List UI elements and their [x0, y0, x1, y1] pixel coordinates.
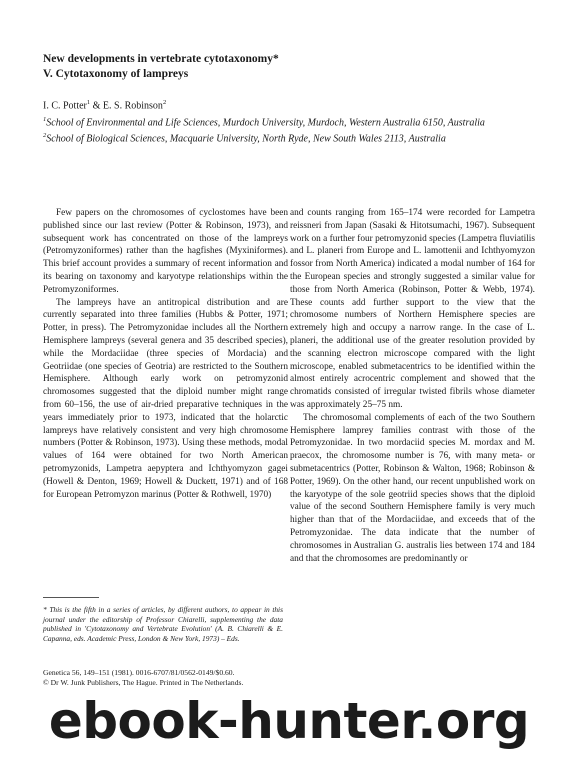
affiliation-2: $^2$School of Biological Sciences, Macquarie University, North Ryde, New South Wales 2113, Australia: [43, 132, 446, 145]
title-line-2: V. Cytotaxonomy of lampreys: [43, 68, 189, 80]
affiliation-1: $^1$School of Environmental and Life Sciences, Murdoch University, Murdoch, Western Australia 6150, Australia: [43, 115, 485, 129]
author-block: [43, 96, 548, 146]
citation-line-1: Genetica 56, 149–151 (1981). 0016-6707/81/0562-0149/$0.60.: [43, 668, 235, 677]
footnote: [43, 605, 283, 643]
paragraph: and counts ranging from 165–174 were recorded for Lampetra reissneri from Japan (Sasaki & Hitotsumachi, 1967). Subsequent work on a further four petromyzonid species (Lampetra fluviatilis and L. planeri from Europe and L. lamottenii and Ichthyomyzon fossor from North America) indicated a modal number of 164 for the European species and strongly suggested a similar value for those from North America (Robinson, Potter & Webb, 1974). These counts add further support to the view that the chromosome numbers of Northern Hemisphere species are extremely high and occupy a narrow range. In the case of L. planeri, the additional use of the greater resolution provided by the scanning electron microscope compared with the light microscope, enabled submetacentrics to be identified within the almost entirely acrocentric complement and showed that the chromatids consisted of irregular twisted fibrils whose diameter was approximately 25–75 nm.: [290, 208, 535, 410]
paragraph: The chromosomal complements of each of the two Southern Hemisphere lamprey families contrast with those of the Petromyzonidae. In two mordaciid species M. mordax and M. praecox, the chromosome number is 76, with many meta- or submetacentrics (Potter, Robinson & Walton, 1968; Robinson & Potter, 1969). On the other hand, our recent unpublished work on the karyotype of the sole geotriid species shows that the diploid value of the second Southern Hemisphere family is very much higher than that of the Mordaciidae, and exceeds that of the Petromyzonidae. The data indicate that the number of chromosomes in Australian G. australis lies between 174 and 184 and that the chromosomes are predominantly or: [290, 412, 535, 564]
body-column-left: [43, 207, 288, 501]
watermark-logo: ebook-hunter.org: [48, 692, 530, 750]
footnote-divider: [43, 597, 99, 598]
paragraph: Few papers on the chromosomes of cyclostomes have been published since our last review (Potter & Robinson, 1973), and subsequent work has concentrated on those of the lampreys (Petromyzoniformes) rather than the hagfishes (Myxiniformes). This brief account provides a summary of recent information and its bearing on taxonomy and karyotype relationships within the Petromyzoniformes.: [43, 208, 288, 295]
author-names: I. C. Potter$^1$ & E. S. Robinson$^2$: [43, 99, 167, 112]
title-line-1: New developments in vertebrate cytotaxonomy*: [43, 53, 279, 65]
citation-line-2: © Dr W. Junk Publishers, The Hague. Printed in The Netherlands.: [43, 678, 244, 687]
body-column-right: [290, 207, 535, 565]
article-title: [43, 52, 543, 82]
paragraph: The lampreys have an antitropical distribution and are currently separated into three families (Hubbs & Potter, 1971; Potter, in press). The Petromyzonidae includes all the Northern Hemisphere lampreys (several genera and 35 described species), while the Mordaciidae (three species of Mordacia) and Geotriidae (one species of Geotria) are restricted to the Southern Hemisphere. Although early work on petromyzonid chromosomes suggested that the diploid number might range from 60–156, the use of air-dried preparative techniques in the years immediately prior to 1973, indicated that the holarctic lampreys have relatively consistent and very high chromosome numbers (Potter & Robinson, 1973). Using these methods, modal values of 164 were obtained for two North American petromyzonids, Lampetra aepyptera and Ichthyomyzon gagei (Howell & Denton, 1969; Howell & Duckett, 1971) and of 168 for European Petromyzon marinus (Potter & Rothwell, 1970): [43, 297, 288, 500]
footnote-text: * This is the fifth in a series of articles, by different authors, to appear in this journal under the editorship of Professor Chiarelli, supplementing the data published in 'Cytotaxonomy and Vertebrate Evolution' (A. B. Chiarelli & E. Capanna, eds. Academic Press, London & New York, 1973) – Eds.: [43, 605, 283, 643]
journal-citation: [43, 668, 288, 688]
